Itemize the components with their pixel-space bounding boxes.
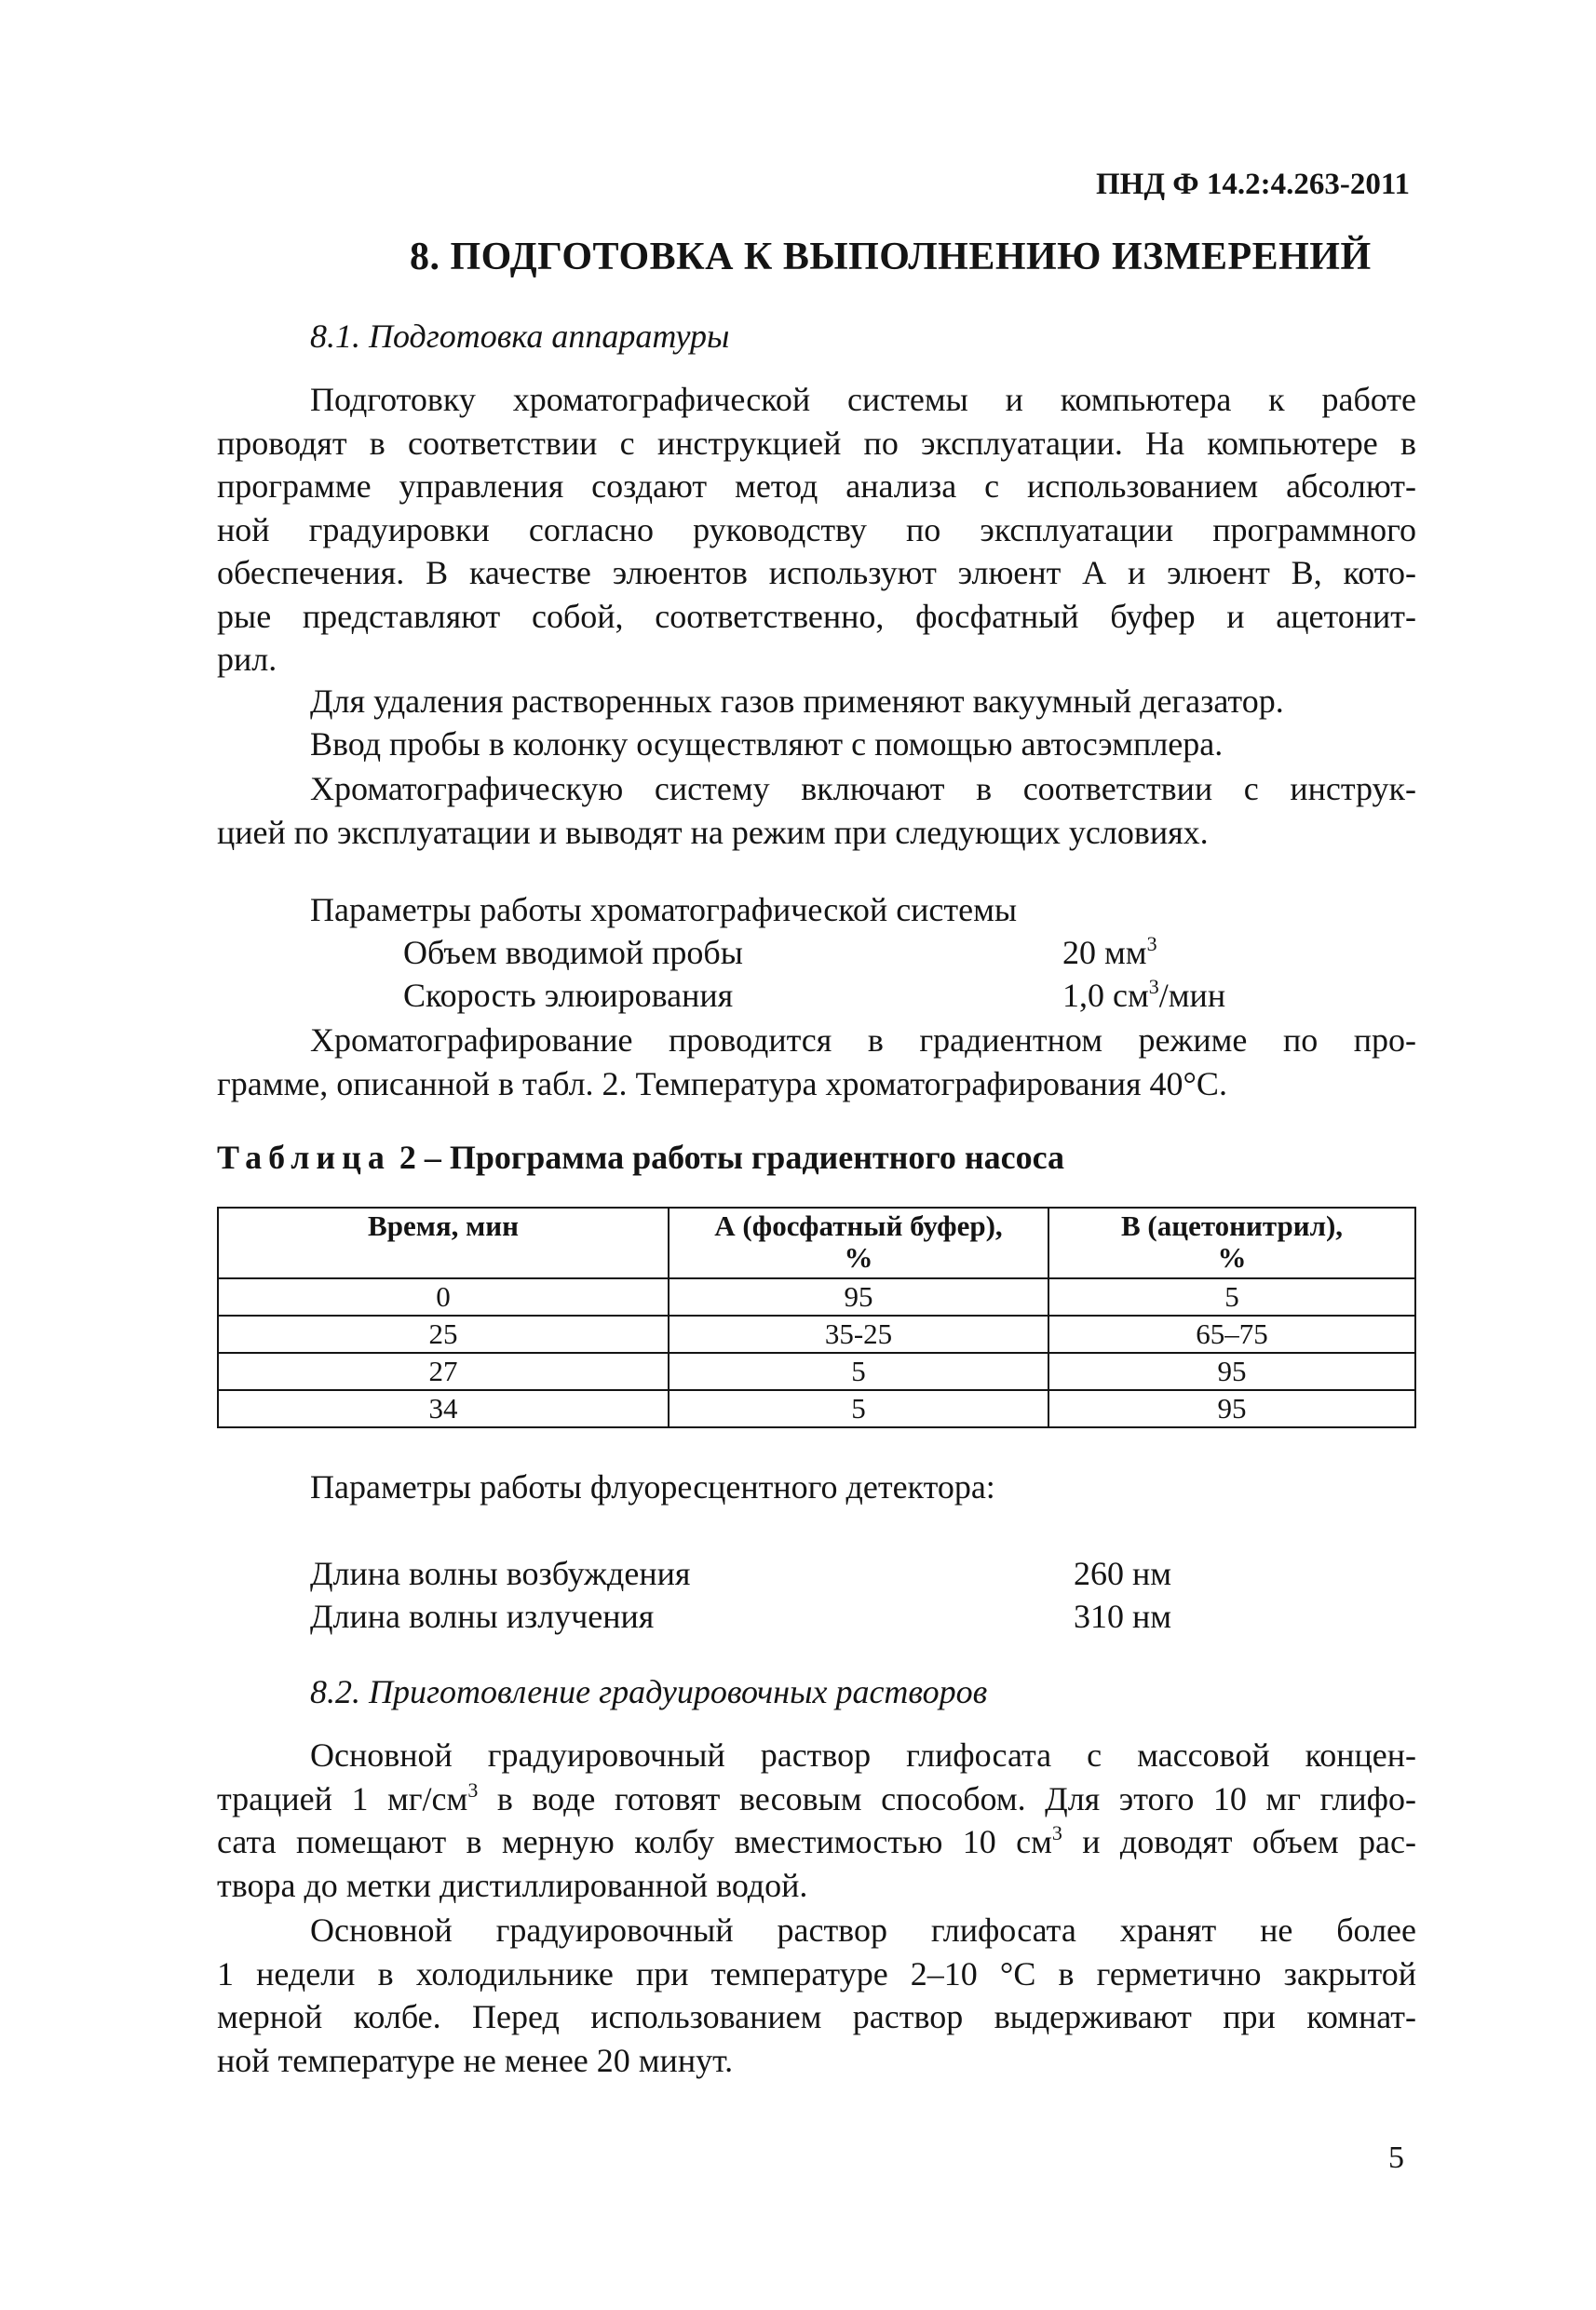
paragraph-line: Основной градуировочный раствор глифосата хранят не более [310, 1911, 1416, 1949]
paragraph-system-startup [217, 767, 1416, 854]
paragraph-line: рил. [217, 641, 277, 678]
cell-time: 27 [218, 1353, 669, 1390]
param-value-excitation: 260 нм [1074, 1555, 1172, 1592]
detector-params-title: Параметры работы флуоресцентного детектора: [310, 1468, 995, 1506]
cell-eluent-a: 5 [669, 1353, 1048, 1390]
paragraph-line: грамме, описанной в табл. 2. Температура хроматографирования 40°С. [217, 1064, 1227, 1102]
cell-time: 0 [218, 1278, 669, 1316]
paragraph-line: мерной колбе. Перед использованием раствор выдерживают при комнат- [217, 1998, 1416, 2035]
header-eluent-a: А (фосфатный буфер), % [669, 1208, 1048, 1278]
paragraph-line: трацией 1 $мг/см^3$ в воде готовят весовым способом. Для этого 10 мг глифо- [217, 1777, 1416, 1817]
table-row [218, 1278, 1415, 1316]
subsection-heading-8-2: 8.2. Приготовление градуировочных растворов [310, 1673, 988, 1710]
subsection-heading-8-1: 8.1. Подготовка аппаратуры [310, 317, 730, 355]
cell-eluent-a: 95 [669, 1278, 1048, 1316]
paragraph-storage [217, 1909, 1416, 2082]
table-row [218, 1390, 1415, 1427]
section-title: 8. ПОДГОТОВКА К ВЫПОЛНЕНИЮ ИЗМЕРЕНИЙ [410, 236, 1372, 278]
table-row [218, 1353, 1415, 1390]
header-eluent-b: В (ацетонитрил), % [1048, 1208, 1415, 1278]
paragraph-line: Подготовку хроматографической системы и компьютера к работе [310, 381, 1416, 418]
system-params-title: Параметры работы хроматографической системы [310, 891, 1018, 928]
paragraph-line: программе управления создают метод анализа с использованием абсолют- [217, 467, 1416, 505]
paragraph-line: рые представляют собой, соответственно, фосфатный буфер и ацетонит- [217, 597, 1416, 635]
table-header-row [218, 1208, 1415, 1278]
param-value-elution-rate: 1,0 $см^3$/мин [1062, 975, 1226, 1014]
gradient-program-table [217, 1207, 1416, 1428]
header-time: Время, мин [218, 1208, 669, 1278]
param-label-excitation: Длина волны возбуждения [310, 1555, 691, 1592]
paragraph-line: проводят в соответствии с инструкцией по эксплуатации. На компьютере в [217, 424, 1416, 462]
paragraph-line: ной градуировки согласно руководству по эксплуатации программного [217, 510, 1416, 548]
cell-eluent-b: 5 [1048, 1278, 1415, 1316]
cell-eluent-b: 95 [1048, 1390, 1415, 1427]
cell-eluent-a: 35-25 [669, 1316, 1048, 1353]
table-row [218, 1316, 1415, 1353]
paragraph-degasser: Для удаления растворенных газов применяют вакуумный дегазатор. [310, 682, 1284, 720]
paragraph-line: твора до метки дистиллированной водой. [217, 1866, 808, 1904]
paragraph-line: 1 недели в холодильнике при температуре 2–10 °С в герметично закрытой [217, 1954, 1416, 1993]
paragraph-line: цией по эксплуатации и выводят на режим при следующих условиях. [217, 813, 1209, 851]
param-value-emission: 310 нм [1074, 1598, 1172, 1635]
cell-eluent-b: 65–75 [1048, 1316, 1415, 1353]
param-label-emission: Длина волны излучения [310, 1598, 655, 1635]
cell-time: 25 [218, 1316, 669, 1353]
param-label-injection-volume: Объем вводимой пробы [403, 934, 743, 971]
cell-eluent-b: 95 [1048, 1353, 1415, 1390]
paragraph-line: обеспечения. В качестве элюентов используют элюент А и элюент В, кото- [217, 554, 1416, 591]
paragraph-line: сата помещают в мерную колбу вместимостью 10 $см^3$ и доводят объем рас- [217, 1821, 1416, 1860]
paragraph-equipment-setup [217, 378, 1416, 682]
cell-time: 34 [218, 1390, 669, 1427]
table-caption: Таблица 2 – Программа работы градиентного насоса [217, 1139, 1065, 1176]
document-code: ПНД Ф 14.2:4.263-2011 [1096, 168, 1411, 201]
paragraph-stock-solution [217, 1734, 1416, 1907]
param-label-elution-rate: Скорость элюирования [403, 977, 734, 1014]
page-number: 5 [1388, 2141, 1404, 2175]
paragraph-autosampler: Ввод пробы в колонку осуществляют с помощью автосэмплера. [310, 725, 1224, 763]
paragraph-line: Основной градуировочный раствор глифосата с массовой концен- [310, 1736, 1416, 1774]
paragraph-line: ной температуре не менее 20 минут. [217, 2041, 734, 2079]
paragraph-line: Хроматографирование проводится в градиентном режиме по про- [310, 1021, 1416, 1059]
cell-eluent-a: 5 [669, 1390, 1048, 1427]
paragraph-line: Хроматографическую систему включают в соответствии с инструк- [310, 770, 1416, 807]
paragraph-gradient-mode [217, 1019, 1416, 1105]
param-value-injection-volume: 20 $мм^3$ [1062, 932, 1157, 971]
